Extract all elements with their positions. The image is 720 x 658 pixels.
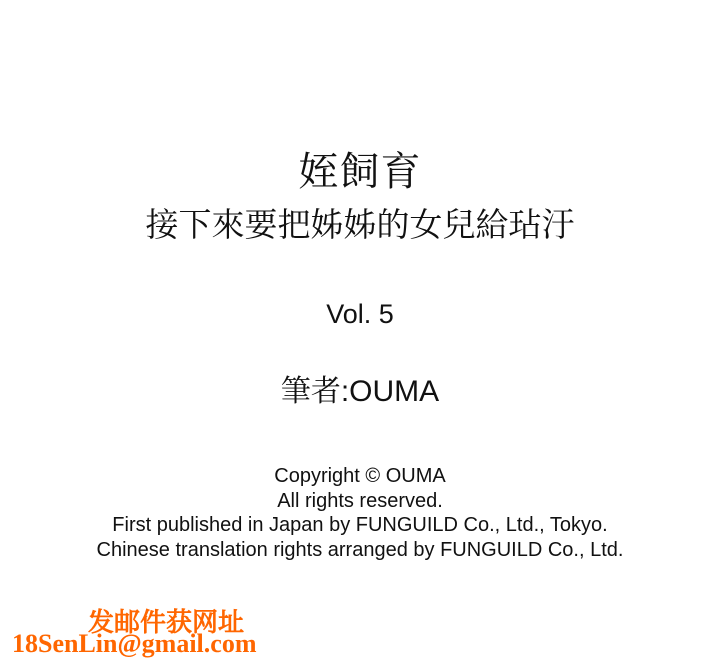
- volume-label: Vol. 5: [326, 299, 394, 329]
- copyright-line: First published in Japan by FUNGUILD Co., Ltd., Tokyo.: [112, 514, 608, 536]
- copyright-line: Copyright © OUMA: [274, 465, 446, 487]
- copyright-line: Chinese translation rights arranged by FUNGUILD Co., Ltd.: [96, 538, 624, 561]
- copyright-line: All rights reserved.: [277, 489, 443, 512]
- book-subtitle: 接下來要把姊姊的女兒給玷汙: [145, 206, 575, 243]
- copyright-block: [0, 464, 720, 562]
- book-title: 姪飼育: [298, 150, 422, 194]
- watermark-email: 18SenLin@gmail.com: [12, 629, 257, 658]
- watermark-text: 发邮件获网址: [88, 607, 245, 637]
- author-label: 筆者:OUMA: [280, 375, 440, 408]
